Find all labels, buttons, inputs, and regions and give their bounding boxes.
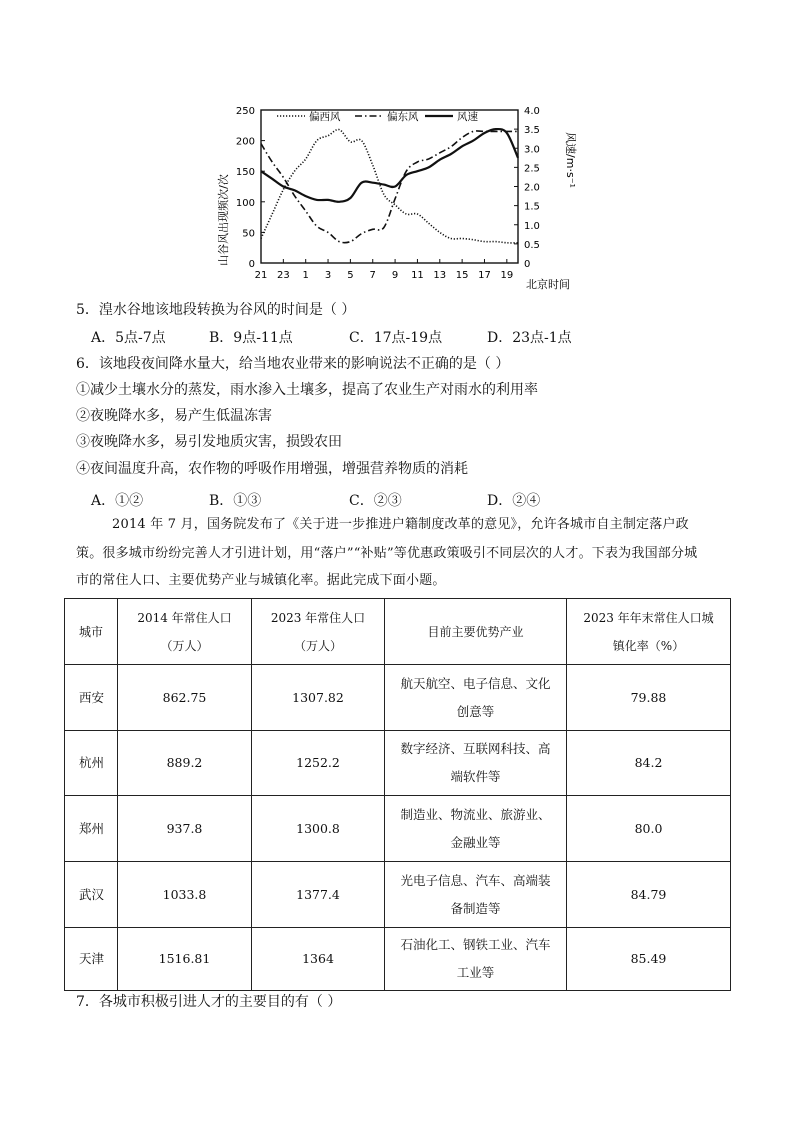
legend-label: 偏西风 [309,111,341,123]
header-industry: 目前主要优势产业 [385,599,567,665]
x-tick-label: 17 [478,270,491,281]
table-row [65,665,731,731]
q6-item-1: ①减少土壤水分的蒸发，雨水渗入土壤多，提高了农业生产对雨水的利用率 [76,382,538,398]
x-tick-label: 23 [276,270,290,281]
y-tick-label-left: 150 [235,167,255,179]
x-tick-label: 11 [411,270,424,281]
y-tick-label-right: 0.5 [524,239,540,251]
x-tick-label: 5 [347,270,354,281]
y-axis-label-right: 风速/m·s⁻¹ [564,132,577,188]
cell-industry: 制造业、物流业、旅游业、 金融业等 [385,796,567,862]
header-urbanization: 2023 年年末常住人口城 镇化率（%） [567,599,731,665]
table-row [65,731,731,796]
passage-line-2: 策。很多城市纷纷完善人才引进计划，用“落户”“补贴”等优惠政策吸引不同层次的人才。下表为我国部分城 [76,546,698,561]
table-row [65,928,731,991]
y-tick-label-right: 0 [524,259,531,270]
wind-chart [215,100,580,292]
y-tick-label-right: 2.0 [524,182,540,194]
q6-option-c[interactable]: C．②③ [349,493,402,509]
cell-city: 武汉 [65,862,118,928]
cell-pop-2023: 1364 [252,928,385,991]
y-tick-label-right: 2.5 [524,163,540,175]
x-tick-label: 9 [391,270,399,281]
series-line-2 [261,129,518,202]
q5-option-c[interactable]: C．17点-19点 [349,330,443,346]
x-tick-label: 21 [254,270,268,281]
header-pop-2014: 2014 年常住人口 （万人） [118,599,252,665]
passage-line-3: 市的常住人口、主要优势产业与城镇化率。据此完成下面小题。 [76,573,446,588]
table-header-row [65,599,731,665]
y-tick-label-left: 200 [235,136,255,148]
passage-line-1: 2014 年 7 月，国务院发布了《关于进一步推进户籍制度改革的意见》，允许各城市自主制定落户政 [112,517,689,532]
y-tick-label-right: 4.0 [524,106,540,117]
x-tick-label: 1 [302,270,309,281]
q5-option-b[interactable]: B．9点-11点 [209,330,293,346]
header-city: 城市 [65,599,118,665]
cell-pop-2023: 1377.4 [252,862,385,928]
question-6: 6．该地段夜间降水量大，给当地农业带来的影响说法不正确的是（ ） [76,356,510,372]
cell-rate: 80.0 [567,796,731,862]
table-row [65,796,731,862]
table-row [65,862,731,928]
x-tick-label: 7 [369,270,376,281]
header-pop-2023: 2023 年常住人口 （万人） [252,599,385,665]
q6-option-a[interactable]: A．①② [91,493,144,509]
cell-rate: 85.49 [567,928,731,991]
q6-option-d[interactable]: D．②④ [487,493,541,509]
x-tick-label: 15 [455,270,469,281]
y-tick-label-right: 1.5 [524,201,540,213]
x-tick-label: 13 [433,270,447,281]
cell-industry: 航天航空、电子信息、文化 创意等 [385,665,567,731]
q5-option-a[interactable]: A．5点-7点 [91,330,166,346]
cell-pop-2023: 1300.8 [252,796,385,862]
cell-pop-2014: 937.8 [118,796,252,862]
city-data-table [64,598,731,991]
y-tick-label-left: 50 [242,228,255,240]
cell-rate: 84.79 [567,862,731,928]
q6-item-3: ③夜晚降水多，易引发地质灾害，损毁农田 [76,434,342,450]
cell-pop-2014: 889.2 [118,731,252,796]
y-axis-label-left: 山谷风出现频次/次 [217,174,230,266]
q6-item-4: ④夜间温度升高，农作物的呼吸作用增强，增强营养物质的消耗 [76,461,468,477]
cell-pop-2014: 1516.81 [118,928,252,991]
cell-pop-2014: 1033.8 [118,862,252,928]
cell-industry: 石油化工、钢铁工业、汽车 工业等 [385,928,567,991]
y-tick-label-left: 100 [235,197,255,209]
legend-label: 偏东风 [387,111,419,123]
cell-pop-2023: 1252.2 [252,731,385,796]
q6-item-2: ②夜晚降水多，易产生低温冻害 [76,408,272,424]
y-tick-label-right: 3.0 [524,144,540,156]
question-5: 5．湟水谷地该地段转换为谷风的时间是（ ） [76,302,356,318]
cell-city: 郑州 [65,796,118,862]
cell-rate: 79.88 [567,665,731,731]
cell-city: 杭州 [65,731,118,796]
x-axis-label: 北京时间 [526,278,570,291]
cell-city: 天津 [65,928,118,991]
cell-pop-2014: 862.75 [118,665,252,731]
x-tick-label: 19 [500,270,514,281]
q5-option-d[interactable]: D．23点-1点 [487,330,572,346]
cell-industry: 数字经济、互联网科技、高 端软件等 [385,731,567,796]
cell-city: 西安 [65,665,118,731]
y-tick-label-left: 250 [235,106,255,117]
legend-label: 风速 [457,111,478,123]
y-tick-label-left: 0 [248,259,255,270]
cell-pop-2023: 1307.82 [252,665,385,731]
x-tick-label: 3 [324,270,332,281]
cell-rate: 84.2 [567,731,731,796]
cell-industry: 光电子信息、汽车、高端装 备制造等 [385,862,567,928]
y-tick-label-right: 1.0 [524,220,540,232]
question-7: 7．各城市积极引进人才的主要目的有（ ） [76,994,342,1010]
y-tick-label-right: 3.5 [524,125,540,137]
q6-option-b[interactable]: B．①③ [209,493,262,509]
